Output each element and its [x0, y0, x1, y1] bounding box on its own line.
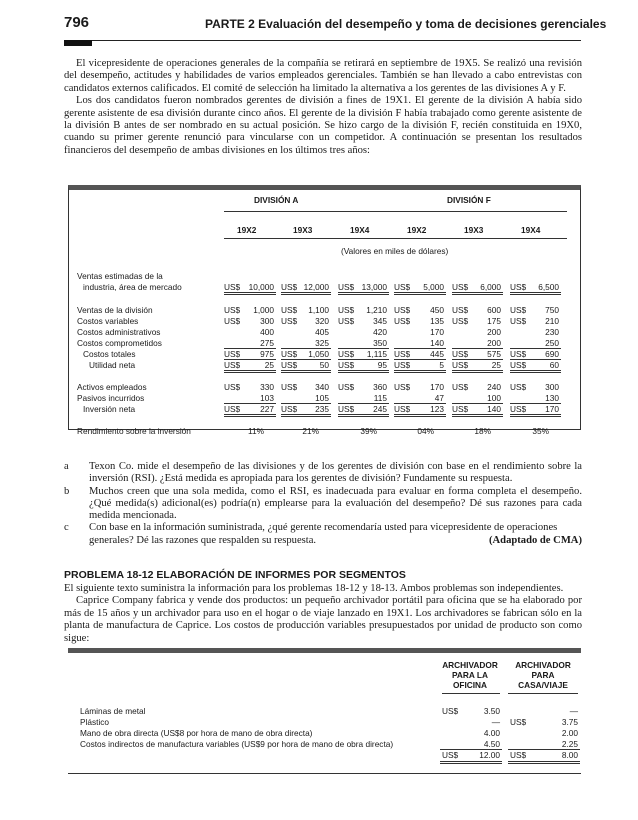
year-header: 19X4: [350, 225, 370, 235]
currency-symbol: US$: [281, 316, 298, 326]
table-cell: 105: [315, 393, 329, 403]
office-col-header-1: ARCHIVADOR: [442, 660, 498, 670]
cell-double-rule: [452, 292, 503, 295]
part-label: PARTE 2: [205, 17, 255, 31]
division-f-heading: DIVISIÓN F: [447, 195, 491, 205]
cost-table-top-rule: [68, 648, 581, 653]
page-number: 796: [64, 14, 90, 31]
table-cell: 325: [315, 338, 329, 348]
table-cell: 575: [487, 349, 501, 359]
division-results-table: [68, 185, 581, 436]
currency-symbol: US$: [338, 360, 355, 370]
currency-symbol: US$: [224, 282, 241, 292]
problem-text: [64, 583, 582, 645]
year-header: 19X3: [464, 225, 484, 235]
year-header: 19X3: [293, 225, 313, 235]
cell-double-rule: [338, 292, 389, 295]
row-label: Rendimiento sobre la inversión: [77, 426, 191, 436]
office-total-double-rule: [440, 761, 502, 764]
row-label: Ventas de la división: [77, 305, 153, 315]
table-cell: 47: [434, 393, 444, 403]
home-subtotal-rule: [508, 749, 580, 750]
home-cost-cell: 3.75: [561, 717, 578, 727]
division-a-rule: [224, 211, 397, 212]
table-cell: 210: [545, 316, 559, 326]
row-label: Láminas de metal: [80, 706, 146, 716]
question-text: Texon Co. mide el desempeño de las divisiones y de los gerentes de división con base en el rendimiento sobre la inversión (RSI). ¿Está medida es apropiada para los gerentes de división? Fundamente su respuesta.: [89, 461, 582, 485]
cell-double-rule: [338, 370, 389, 373]
currency-symbol: US$: [338, 404, 355, 414]
cell-double-rule: [394, 370, 446, 373]
table-cell: 50: [319, 360, 329, 370]
currency-symbol: US$: [224, 360, 241, 370]
table-cell: 600: [487, 305, 501, 315]
currency-symbol: US$: [281, 382, 298, 392]
currency-symbol: US$: [394, 382, 411, 392]
cell-double-rule: [281, 370, 331, 373]
table-cell: 1,210: [366, 305, 387, 315]
currency-symbol: US$: [224, 316, 241, 326]
row-label: Inversión neta: [83, 404, 136, 414]
cost-table-bottom-rule: [68, 773, 581, 774]
table-cell: 21%: [302, 426, 319, 436]
cell-double-rule: [224, 414, 276, 417]
table-cell: 690: [545, 349, 559, 359]
cell-double-rule: [510, 292, 561, 295]
currency-symbol: US$: [224, 404, 241, 414]
table-cell: 300: [545, 382, 559, 392]
currency-symbol: US$: [452, 316, 469, 326]
table-cell: 175: [487, 316, 501, 326]
currency-symbol: US$: [394, 282, 411, 292]
currency-symbol: US$: [224, 305, 241, 315]
table-cell: 170: [545, 404, 559, 414]
cell-double-rule: [281, 292, 331, 295]
currency-symbol: US$: [338, 382, 355, 392]
table-cell: 140: [487, 404, 501, 414]
row-label: Ventas estimadas de la: [77, 271, 163, 281]
year-rule: [224, 238, 567, 239]
home-cost-cell: 2.25: [561, 739, 578, 749]
row-label: Costos administrativos: [77, 327, 161, 337]
table-cell: 115: [373, 393, 387, 403]
row-label: Costos totales: [83, 349, 136, 359]
question-letter: b: [64, 485, 70, 497]
chapter-title: Evaluación del desempeño y toma de decisiones gerenciales: [258, 17, 607, 31]
row-label: Mano de obra directa (US$8 por hora de mano de obra directa): [80, 728, 313, 738]
year-header: 19X2: [407, 225, 427, 235]
division-f-rule: [397, 211, 567, 212]
currency-symbol: US$: [510, 404, 527, 414]
question-b: [64, 486, 582, 523]
currency-symbol: US$: [510, 316, 527, 326]
table-cell: 25: [491, 360, 501, 370]
year-header: 19X2: [237, 225, 257, 235]
cell-double-rule: [452, 414, 503, 417]
table-cell: 240: [487, 382, 501, 392]
question-text: Muchos creen que una sola medida, como el RSI, es inadecuada para evaluar en forma completa el desempeño. ¿Qué medida(s) adicional(es) podría(n) emplearse para la evaluación del desempeño? Dé sus razones para cada medida mencionada.: [89, 485, 582, 522]
cell-double-rule: [510, 370, 561, 373]
table-cell: 227: [260, 404, 274, 414]
currency-symbol: US$: [510, 282, 527, 292]
office-cost-cell: 4.50: [483, 739, 500, 749]
row-label: Pasivos incurridos: [77, 393, 145, 403]
currency-symbol: US$: [452, 360, 469, 370]
currency-symbol: US$: [281, 404, 298, 414]
row-label: Costos indirectos de manufactura variables (US$9 por hora de mano de obra directa): [80, 739, 394, 749]
office-cost-cell: 3.50: [483, 706, 500, 716]
table-cell: 1,100: [308, 305, 329, 315]
home-header-rule: [508, 693, 578, 694]
row-label: Costos variables: [77, 316, 139, 326]
question-a: [64, 461, 582, 486]
office-subtotal-rule: [440, 749, 502, 750]
table-cell: 135: [430, 316, 444, 326]
table-cell: 5,000: [423, 282, 444, 292]
home-col-header-1: ARCHIVADOR: [515, 660, 571, 670]
table-cell: 200: [487, 338, 501, 348]
currency-symbol: US$: [338, 349, 355, 359]
problem-paragraph-1: El siguiente texto suministra la información para los problemas 18-12 y 18-13. Ambos problemas son independientes.: [64, 583, 564, 594]
question-source: (Adaptado de CMA): [489, 534, 582, 546]
cell-double-rule: [452, 370, 503, 373]
table-cell: 60: [549, 360, 559, 370]
office-col-header-3: OFICINA: [452, 680, 488, 690]
office-cost-cell: —: [491, 717, 500, 727]
table-cell: 10,000: [248, 282, 274, 292]
currency-symbol: US$: [224, 349, 241, 359]
header-marker: [64, 40, 92, 46]
question-text: Con base en la información suministrada, ¿qué gerente recomendaría usted para vicepresidente de operaciones generales? Dé las razones que respalden su respuesta.: [89, 522, 558, 546]
table-cell: 25: [264, 360, 274, 370]
currency-symbol: US$: [452, 349, 469, 359]
table-cell: 13,000: [361, 282, 387, 292]
row-label: Utilidad neta: [89, 360, 136, 370]
currency-symbol: US$: [394, 360, 411, 370]
question-letter: a: [64, 461, 69, 472]
intro-paragraph-2: Los dos candidatos fueron nombrados gerentes de división a fines de 19X1. El gerente de la división A había sido gerente asistente de esa división durante cinco años. El gerente de la división F había trabajado como gerente asistente de la división B antes de ser nombrado en su actual posición. Se hizo cargo de la división F, recién constituida en 19X0, cuando su primer gerente renunció para vincularse con un competidor. A continuación se presentan los resultados financieros del desempeño de ambas divisiones en los últimos tres años:: [64, 95, 582, 156]
row-label: Costos comprometidos: [77, 338, 162, 348]
header-rule: [64, 40, 581, 41]
home-total-cell: 8.00: [561, 750, 578, 760]
home-col-header-2: PARA: [531, 670, 555, 680]
office-header-rule: [442, 693, 500, 694]
currency-symbol: US$: [394, 404, 411, 414]
year-header: 19X4: [521, 225, 541, 235]
table-cell: 350: [373, 338, 387, 348]
table-cell: 170: [430, 327, 444, 337]
table-cell: 245: [373, 404, 387, 414]
currency-symbol: US$: [338, 282, 355, 292]
division-a-heading: DIVISIÓN A: [254, 195, 299, 205]
table-cell: 230: [545, 327, 559, 337]
currency-symbol: US$: [394, 349, 411, 359]
table-cell: 140: [430, 338, 444, 348]
table-cell: 11%: [248, 426, 264, 436]
questions-list: [64, 461, 582, 547]
table-cell: 400: [260, 327, 274, 337]
table-cell: 405: [315, 327, 329, 337]
table-cell: 250: [545, 338, 559, 348]
cell-double-rule: [394, 414, 446, 417]
table-cell: 130: [545, 393, 559, 403]
currency-symbol: US$: [394, 316, 411, 326]
table-cell: 1,000: [253, 305, 274, 315]
row-label: industria, área de mercado: [83, 282, 182, 292]
table-cell: 340: [315, 382, 329, 392]
table-cell: 750: [545, 305, 559, 315]
table-cell: 275: [260, 338, 274, 348]
units-note: (Valores en miles de dólares): [341, 246, 449, 256]
row-label: Activos empleados: [77, 382, 147, 392]
currency-symbol: US$: [510, 360, 527, 370]
currency-symbol: US$: [338, 316, 355, 326]
intro-text: [64, 58, 582, 157]
table-cell: 12,000: [303, 282, 329, 292]
currency-symbol: US$: [338, 305, 355, 315]
cell-double-rule: [224, 370, 276, 373]
table-cell: 04%: [417, 426, 434, 436]
question-letter: c: [64, 522, 69, 534]
table-cell: 975: [260, 349, 274, 359]
table-cell: 100: [487, 393, 501, 403]
office-cost-cell: 4.00: [483, 728, 500, 738]
table-cell: 35%: [532, 426, 549, 436]
table-cell: 6,000: [480, 282, 501, 292]
table-cell: 360: [373, 382, 387, 392]
currency-symbol: US$: [510, 717, 527, 727]
currency-symbol: US$: [452, 382, 469, 392]
currency-symbol: US$: [394, 305, 411, 315]
intro-paragraph-1: El vicepresidente de operaciones generales de la compañía se retirará en septiembre de 19X5. Se realizó una revisión del desempeño, actitudes y habilidades de varios empleados gerenciales. También se han llevado a cabo entrevistas con candidatos externos calificados. El comité de selección ha limitado la alternativa a los gerentes de las divisiones A y F.: [64, 58, 582, 94]
question-c: [64, 522, 582, 547]
currency-symbol: US$: [442, 706, 459, 716]
table-cell: 450: [430, 305, 444, 315]
currency-symbol: US$: [281, 282, 298, 292]
currency-symbol: US$: [510, 382, 527, 392]
currency-symbol: US$: [281, 349, 298, 359]
office-col-header-2: PARA LA: [452, 670, 488, 680]
table-cell: 103: [260, 393, 274, 403]
table-cell: 235: [315, 404, 329, 414]
currency-symbol: US$: [510, 349, 527, 359]
table-cell: 345: [373, 316, 387, 326]
table-cell: 18%: [474, 426, 491, 436]
table-cell: 1,050: [308, 349, 329, 359]
cell-double-rule: [338, 414, 389, 417]
cell-double-rule: [510, 414, 561, 417]
home-cost-cell: —: [569, 706, 578, 716]
home-cost-cell: 2.00: [561, 728, 578, 738]
office-total-cell: 12.00: [479, 750, 500, 760]
table-cell: 330: [260, 382, 274, 392]
currency-symbol: US$: [442, 750, 459, 760]
currency-symbol: US$: [452, 305, 469, 315]
currency-symbol: US$: [224, 382, 241, 392]
currency-symbol: US$: [452, 404, 469, 414]
table-cell: 39%: [360, 426, 377, 436]
table-cell: 320: [315, 316, 329, 326]
table-cell: 6,500: [538, 282, 559, 292]
problem-paragraph-2: Caprice Company fabrica y vende dos productos: un pequeño archivador portátil para oficina que se ha elaborado por más de 15 años y un archivador para uso en el hogar o de viaje lanzado en 19X1. Los archivadores se fabrican sólo en la planta de manufactura de Caprice. Los costos de producción variables presupuestados por unidad de producto son como sigue:: [64, 595, 582, 644]
table-cell: 5: [439, 360, 444, 370]
home-col-header-3: CASA/VIAJE: [518, 680, 568, 690]
cell-double-rule: [281, 414, 331, 417]
currency-symbol: US$: [510, 750, 527, 760]
currency-symbol: US$: [510, 305, 527, 315]
currency-symbol: US$: [281, 360, 298, 370]
running-head: [205, 17, 606, 31]
row-label: Plástico: [80, 717, 110, 727]
table-cell: 445: [430, 349, 444, 359]
table-cell: 200: [487, 327, 501, 337]
table-cell: 95: [377, 360, 387, 370]
table-cell: 420: [373, 327, 387, 337]
table-cell: 123: [430, 404, 444, 414]
table-cell: 1,115: [366, 349, 387, 359]
cell-double-rule: [394, 292, 446, 295]
table-cell: 170: [430, 382, 444, 392]
home-total-double-rule: [508, 761, 580, 764]
problem-title: PROBLEMA 18-12 ELABORACIÓN DE INFORMES POR SEGMENTOS: [64, 569, 406, 581]
table-cell: 300: [260, 316, 274, 326]
cell-double-rule: [224, 292, 276, 295]
currency-symbol: US$: [281, 305, 298, 315]
currency-symbol: US$: [452, 282, 469, 292]
